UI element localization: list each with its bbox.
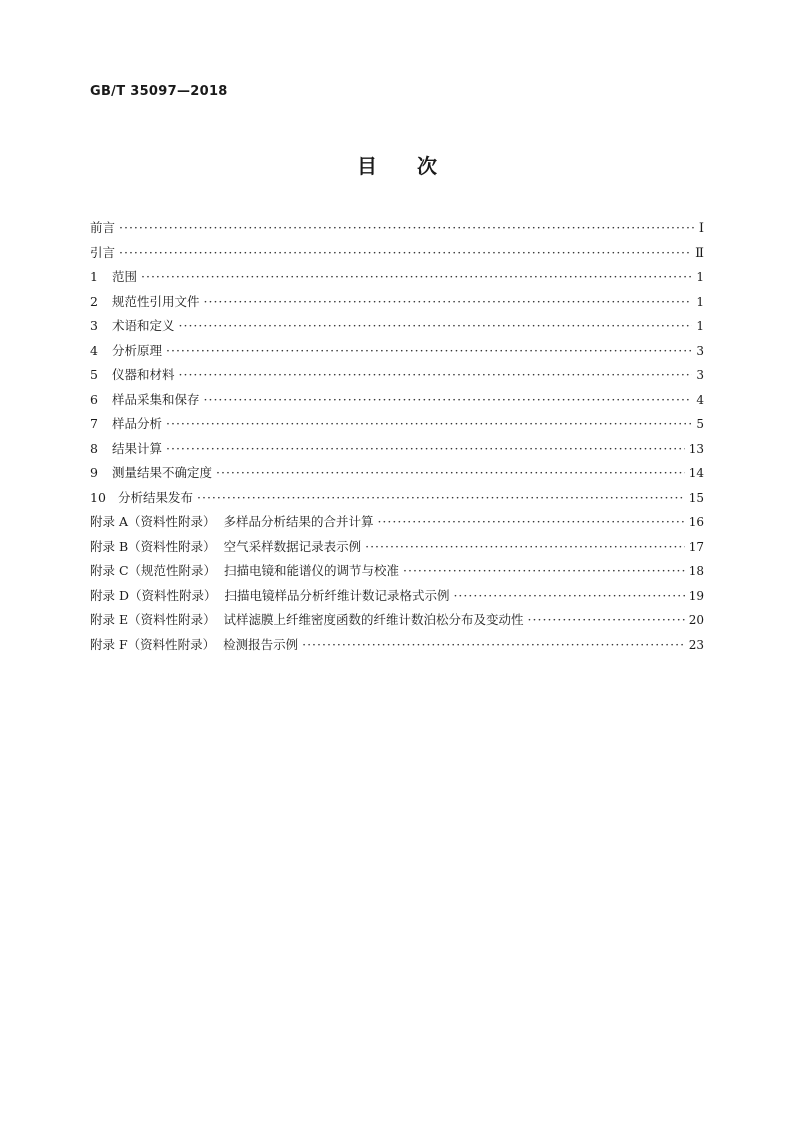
toc-entry[interactable] <box>90 633 704 658</box>
toc-entry-page: 17 <box>688 539 704 554</box>
toc-entry-number: 5 <box>90 367 98 382</box>
toc-entry-number: 1 <box>90 269 98 284</box>
toc-entry-page: 15 <box>688 490 704 505</box>
toc-entry[interactable] <box>90 608 704 633</box>
toc-dot-leader <box>204 290 693 315</box>
toc-entry-page: 5 <box>696 417 704 431</box>
toc-dot-leader <box>528 608 685 633</box>
toc-entry-page: 3 <box>696 343 704 358</box>
toc-entry-number: 10 <box>90 489 106 505</box>
toc-entry[interactable] <box>90 339 704 364</box>
toc-entry-page: 20 <box>688 613 704 627</box>
toc-entry[interactable] <box>90 461 704 486</box>
toc-entry[interactable] <box>90 412 704 437</box>
toc-entry-label <box>90 314 175 339</box>
toc-entry-text: 附录 F（资料性附录） 检测报告示例 <box>90 636 299 652</box>
toc-dot-leader <box>166 412 692 437</box>
toc-entry-text: 附录 B（资料性附录） 空气采样数据记录表示例 <box>90 538 362 554</box>
toc-entry-number: 9 <box>90 465 98 480</box>
toc-dot-leader <box>216 461 685 486</box>
toc-entry-label <box>90 486 193 511</box>
toc-entry-number: 6 <box>90 391 98 407</box>
toc-dot-leader <box>166 339 692 364</box>
toc-entry[interactable] <box>90 290 704 315</box>
toc-dot-leader <box>453 584 684 609</box>
toc-entry[interactable] <box>90 510 704 535</box>
toc-entry[interactable] <box>90 216 704 241</box>
toc-entry-text: 附录 A（资料性附录） 多样品分析结果的合并计算 <box>90 514 374 529</box>
toc-entry[interactable] <box>90 437 704 462</box>
toc-entry-text: 附录 E（资料性附录） 试样滤膜上纤维密度函数的纤维计数泊松分布及变动性 <box>90 612 524 627</box>
toc-entry-text: 结果计算 <box>112 440 163 456</box>
toc-entry-page: 3 <box>696 368 704 382</box>
toc-entry-page: 18 <box>688 564 704 578</box>
toc-entry-label <box>90 363 175 388</box>
toc-entry-text: 测量结果不确定度 <box>112 465 213 480</box>
toc-entry-label <box>90 510 373 535</box>
toc-entry-number: 2 <box>90 293 98 309</box>
toc-entry-label <box>90 633 298 658</box>
toc-entry-number: 7 <box>90 416 98 431</box>
toc-entry-page: 16 <box>688 515 704 529</box>
toc-entry[interactable] <box>90 559 704 584</box>
toc-entry-page: Ⅱ <box>695 245 704 261</box>
toc-dot-leader <box>141 265 692 290</box>
toc-dot-leader <box>403 559 685 584</box>
toc-entry-page: 1 <box>696 270 704 284</box>
toc-dot-leader <box>119 241 691 266</box>
toc-entry[interactable] <box>90 241 704 266</box>
toc-entry-label <box>90 339 162 364</box>
toc-entry-text: 样品分析 <box>112 416 163 431</box>
toc-entry[interactable] <box>90 486 704 511</box>
toc-entry-label <box>90 437 162 462</box>
toc-entry[interactable] <box>90 314 704 339</box>
toc-dot-leader <box>204 388 693 413</box>
toc-dot-leader <box>302 633 685 658</box>
toc-entry-page: 4 <box>696 392 704 407</box>
toc-entry-text: 仪器和材料 <box>112 367 175 382</box>
toc-entry-label <box>90 216 115 241</box>
toc-entry-label <box>90 265 137 290</box>
table-of-contents <box>90 216 704 657</box>
toc-entry-page: 23 <box>688 637 704 652</box>
toc-entry-text: 范围 <box>112 269 138 284</box>
toc-entry-label <box>90 535 361 560</box>
toc-entry-text: 引言 <box>90 244 116 260</box>
toc-entry-page: 1 <box>696 319 704 333</box>
toc-entry-number: 4 <box>90 342 98 358</box>
page-title: 目次 <box>357 154 477 178</box>
toc-entry-text: 分析结果发布 <box>118 489 194 505</box>
toc-entry-label <box>90 461 212 486</box>
toc-entry-page: 19 <box>688 588 704 603</box>
toc-entry-text: 附录 D（资料性附录） 扫描电镜样品分析纤维计数记录格式示例 <box>90 587 450 603</box>
toc-entry-label <box>90 290 200 315</box>
toc-entry[interactable] <box>90 265 704 290</box>
toc-entry-page: 1 <box>696 294 704 309</box>
toc-entry-page: 13 <box>688 441 704 456</box>
toc-entry[interactable] <box>90 363 704 388</box>
toc-entry-text: 术语和定义 <box>112 318 175 333</box>
toc-entry-label <box>90 388 200 413</box>
toc-entry-page: 14 <box>688 466 704 480</box>
toc-entry[interactable] <box>90 388 704 413</box>
toc-entry-number: 8 <box>90 440 98 456</box>
toc-entry-text: 样品采集和保存 <box>112 391 200 407</box>
toc-dot-leader <box>365 535 685 560</box>
toc-entry-label <box>90 608 524 633</box>
toc-dot-leader <box>197 486 685 511</box>
toc-entry-text: 附录 C（规范性附录） 扫描电镜和能谱仪的调节与校准 <box>90 563 399 578</box>
standard-code: GB/T 35097—2018 <box>90 84 228 99</box>
toc-entry-label <box>90 559 399 584</box>
toc-entry-text: 分析原理 <box>112 342 163 358</box>
toc-entry[interactable] <box>90 584 704 609</box>
toc-dot-leader <box>179 363 693 388</box>
toc-entry-label <box>90 412 162 437</box>
toc-entry-label <box>90 584 449 609</box>
toc-entry-text: 规范性引用文件 <box>112 293 200 309</box>
toc-dot-leader <box>377 510 684 535</box>
toc-entry-page: Ⅰ <box>698 221 704 236</box>
toc-entry-label <box>90 241 115 266</box>
toc-entry-text: 前言 <box>90 220 116 235</box>
toc-dot-leader <box>179 314 693 339</box>
toc-entry-number: 3 <box>90 318 98 333</box>
toc-entry[interactable] <box>90 535 704 560</box>
toc-dot-leader <box>119 216 695 241</box>
toc-dot-leader <box>166 437 685 462</box>
